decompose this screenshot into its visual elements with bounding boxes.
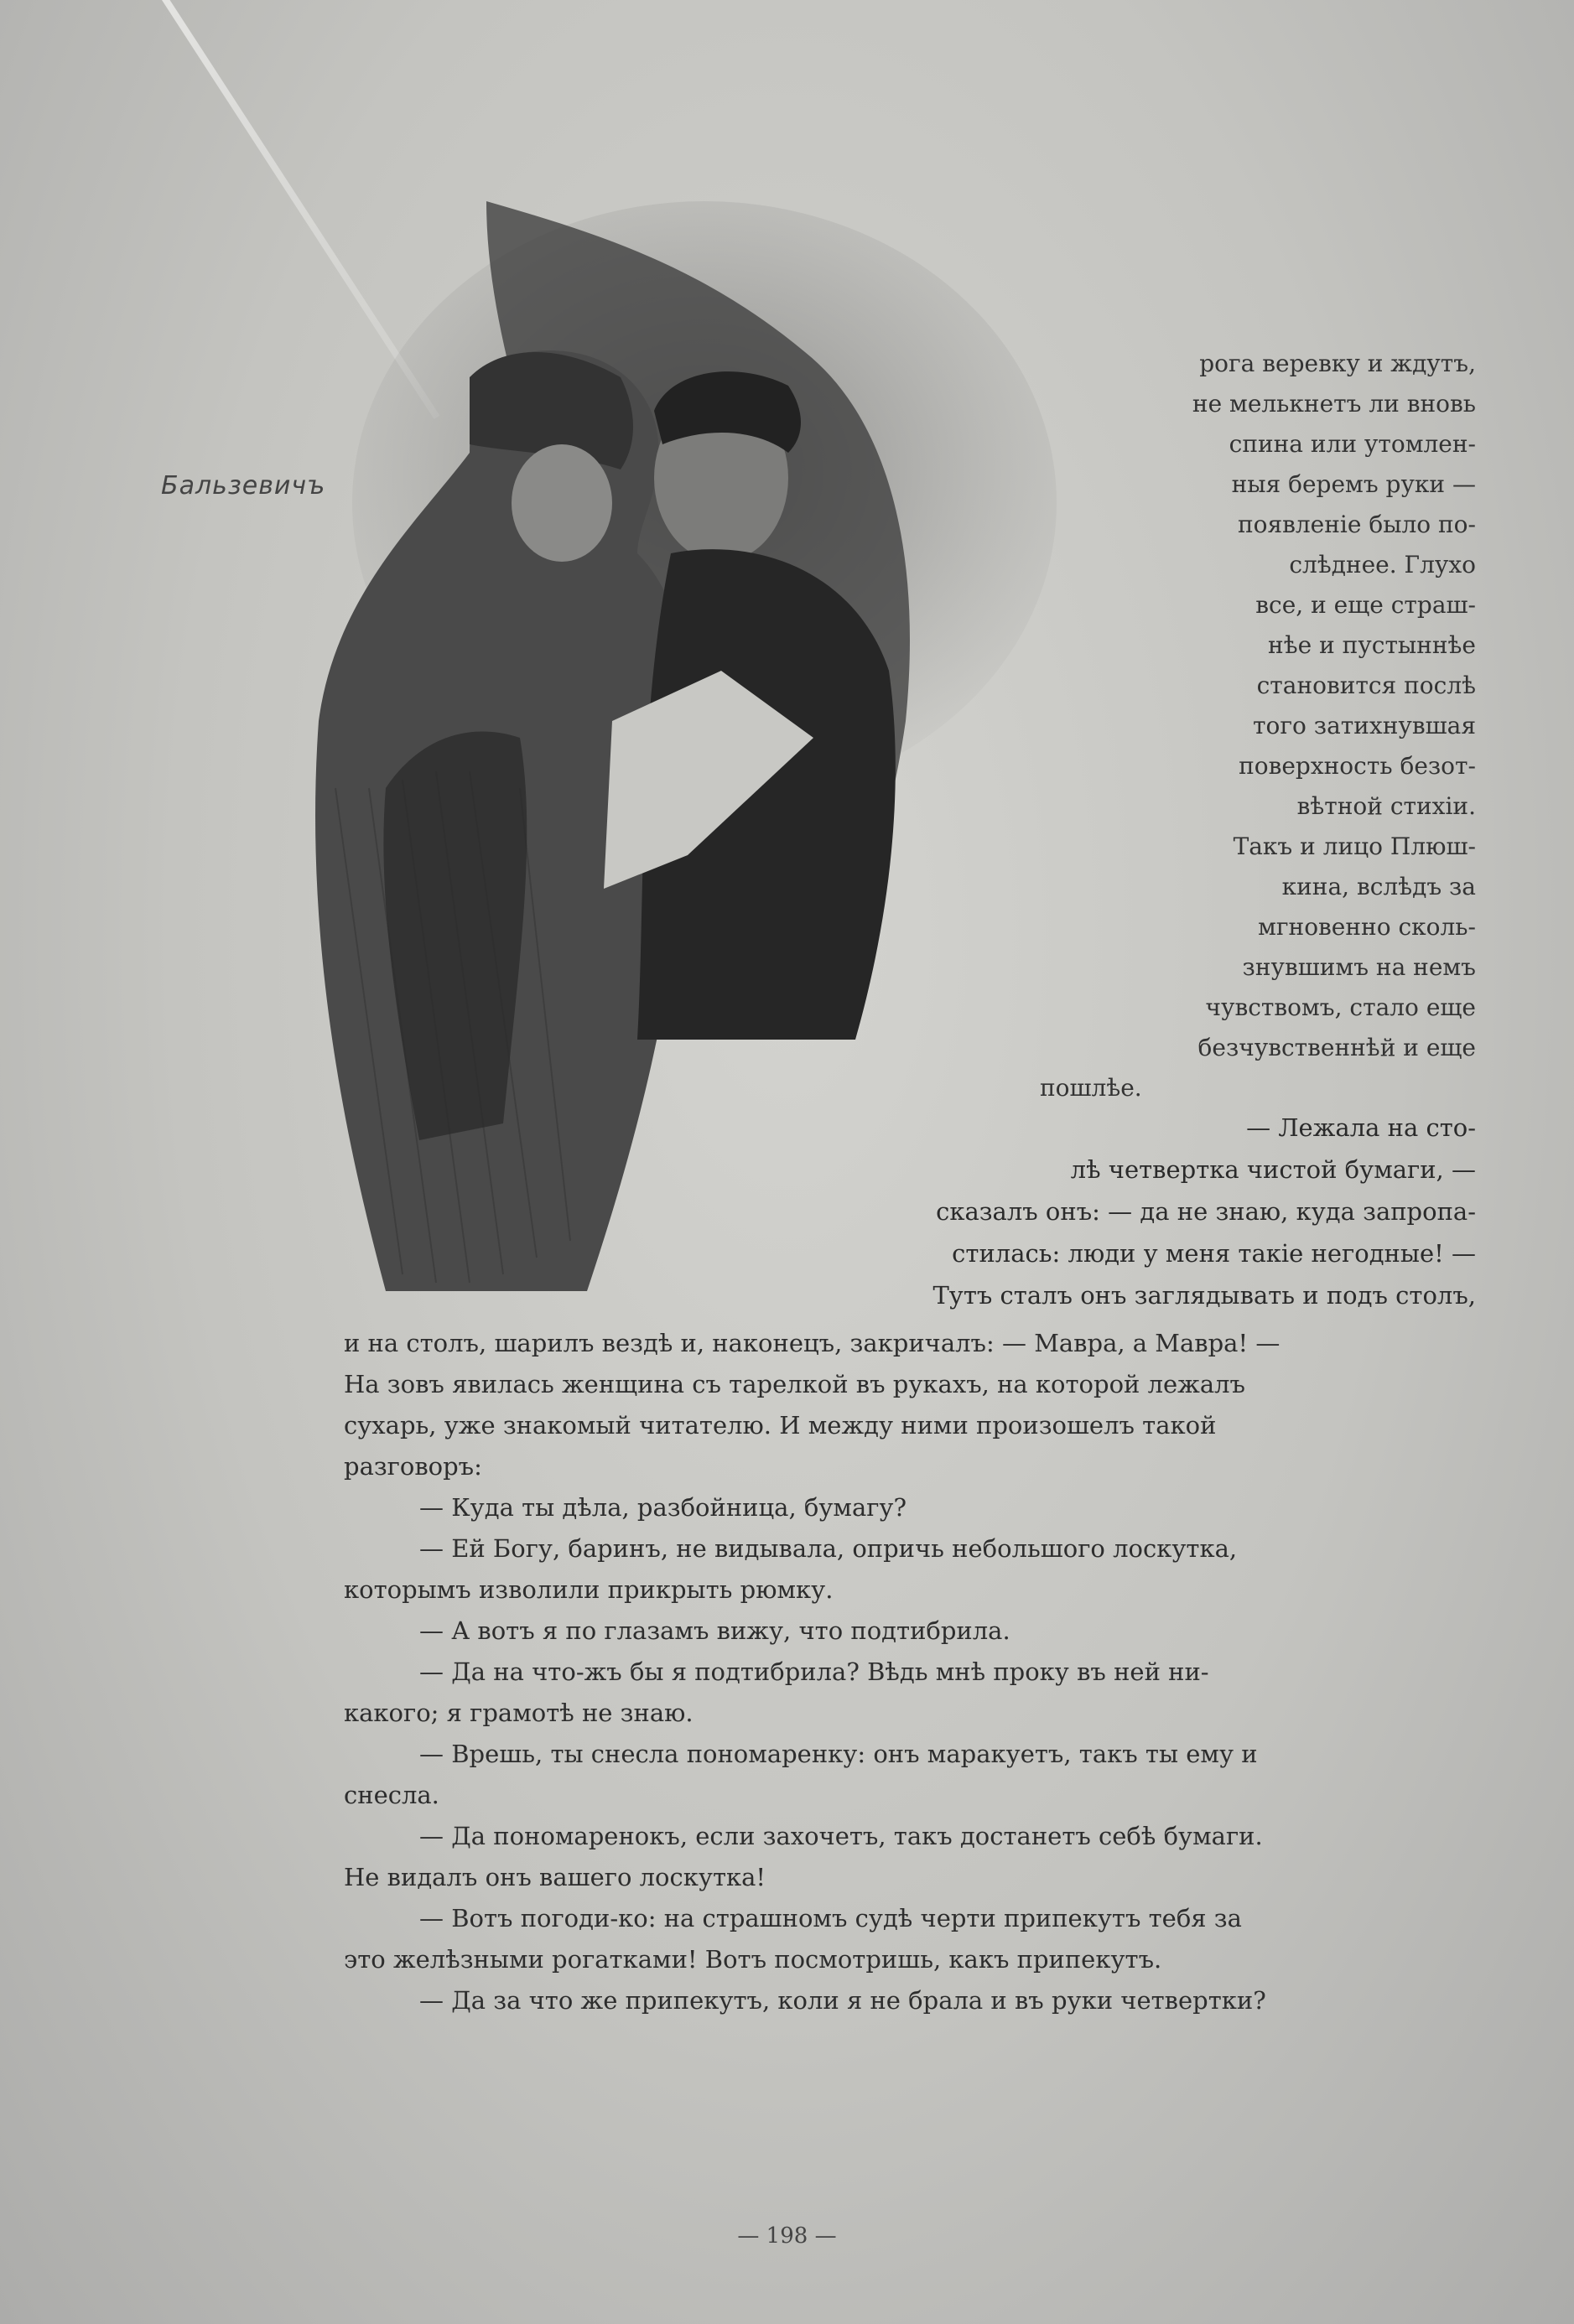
text-line: — Да за что же припекутъ, коли я не брала и въ руки четвертки? bbox=[419, 1986, 1266, 2015]
text-line: рога веревку и ждутъ, bbox=[1199, 350, 1476, 377]
text-line: не мелькнетъ ли вновь bbox=[1192, 390, 1476, 418]
text-line: безчувственнѣй и еще bbox=[1197, 1034, 1476, 1061]
text-line: — А вотъ я по глазамъ вижу, что подтибрила. bbox=[419, 1616, 1010, 1645]
text-line: — Врешь, ты снесла пономаренку: онъ маракуетъ, такъ ты ему и bbox=[419, 1740, 1258, 1768]
text-line: мгновенно сколь- bbox=[1258, 913, 1476, 941]
text-line: ныя беремъ руки — bbox=[1231, 470, 1476, 498]
text-line: На зовъ явилась женщина съ тарелкой въ рукахъ, на которой лежалъ bbox=[344, 1370, 1245, 1398]
text-line: — Куда ты дѣла, разбойница, бумагу? bbox=[419, 1493, 907, 1522]
text-line: — Вотъ погоди-ко: на страшномъ судѣ черти припекутъ тебя за bbox=[419, 1904, 1242, 1932]
text-line: вѣтной стихіи. bbox=[1296, 792, 1476, 820]
side-column bbox=[1040, 344, 1476, 1108]
text-line: того затихнувшая bbox=[1253, 712, 1476, 739]
text-line: поверхность безот- bbox=[1239, 752, 1476, 780]
text-line: — Ей Богу, баринъ, не видывала, опричь небольшого лоскутка, bbox=[419, 1534, 1238, 1563]
text-line: какого; я грамотѣ не знаю. bbox=[344, 1699, 693, 1727]
text-line: чувствомъ, стало еще bbox=[1205, 993, 1476, 1021]
artist-signature: Бальзевичъ bbox=[161, 471, 326, 501]
text-line: становится послѣ bbox=[1256, 672, 1476, 699]
text-line: Тутъ сталъ онъ заглядывать и подъ столъ, bbox=[932, 1281, 1476, 1310]
text-line: все, и еще страш- bbox=[1255, 591, 1476, 619]
text-line: спина или утомлен- bbox=[1229, 430, 1476, 458]
illustration bbox=[168, 201, 1149, 1325]
text-line: стилась: люди у меня такіе негодные! — bbox=[952, 1239, 1476, 1268]
main-text bbox=[344, 1323, 1484, 2021]
text-line: разговоръ: bbox=[344, 1452, 482, 1481]
text-line: которымъ изволили прикрыть рюмку. bbox=[344, 1575, 834, 1604]
text-line: и на столъ, шарилъ вездѣ и, наконецъ, закричалъ: — Мавра, а Мавра! — bbox=[344, 1329, 1280, 1357]
text-line: Такъ и лицо Плюш- bbox=[1233, 833, 1476, 860]
text-line: лѣ четвертка чистой бумаги, — bbox=[1070, 1155, 1476, 1184]
text-line: снесла. bbox=[344, 1781, 439, 1809]
text-line: — Да на что-жъ бы я подтибрила? Вѣдь мнѣ проку въ ней ни- bbox=[419, 1657, 1209, 1686]
text-line: сказалъ онъ: — да не знаю, куда запропа- bbox=[936, 1197, 1476, 1226]
text-line: слѣднее. Глухо bbox=[1289, 551, 1476, 578]
text-line: кина, вслѣдъ за bbox=[1281, 873, 1476, 900]
text-line: — Лежала на сто- bbox=[1246, 1113, 1476, 1142]
text-line: сухарь, уже знакомый читателю. И между ними произошелъ такой bbox=[344, 1411, 1217, 1440]
text-line: пошлѣе. bbox=[1040, 1074, 1142, 1102]
text-line: нѣе и пустыннѣе bbox=[1268, 631, 1476, 659]
text-line: появленіе было по- bbox=[1237, 511, 1476, 538]
text-line: знувшимъ на немъ bbox=[1242, 953, 1476, 981]
text-line: — Да пономаренокъ, если захочетъ, такъ достанетъ себѣ бумаги. bbox=[419, 1822, 1263, 1850]
text-line: Не видалъ онъ вашего лоскутка! bbox=[344, 1863, 766, 1891]
text-line: это желѣзными рогатками! Вотъ посмотришь, какъ припекутъ. bbox=[344, 1945, 1162, 1974]
page-number: — 198 — bbox=[737, 2223, 837, 2249]
